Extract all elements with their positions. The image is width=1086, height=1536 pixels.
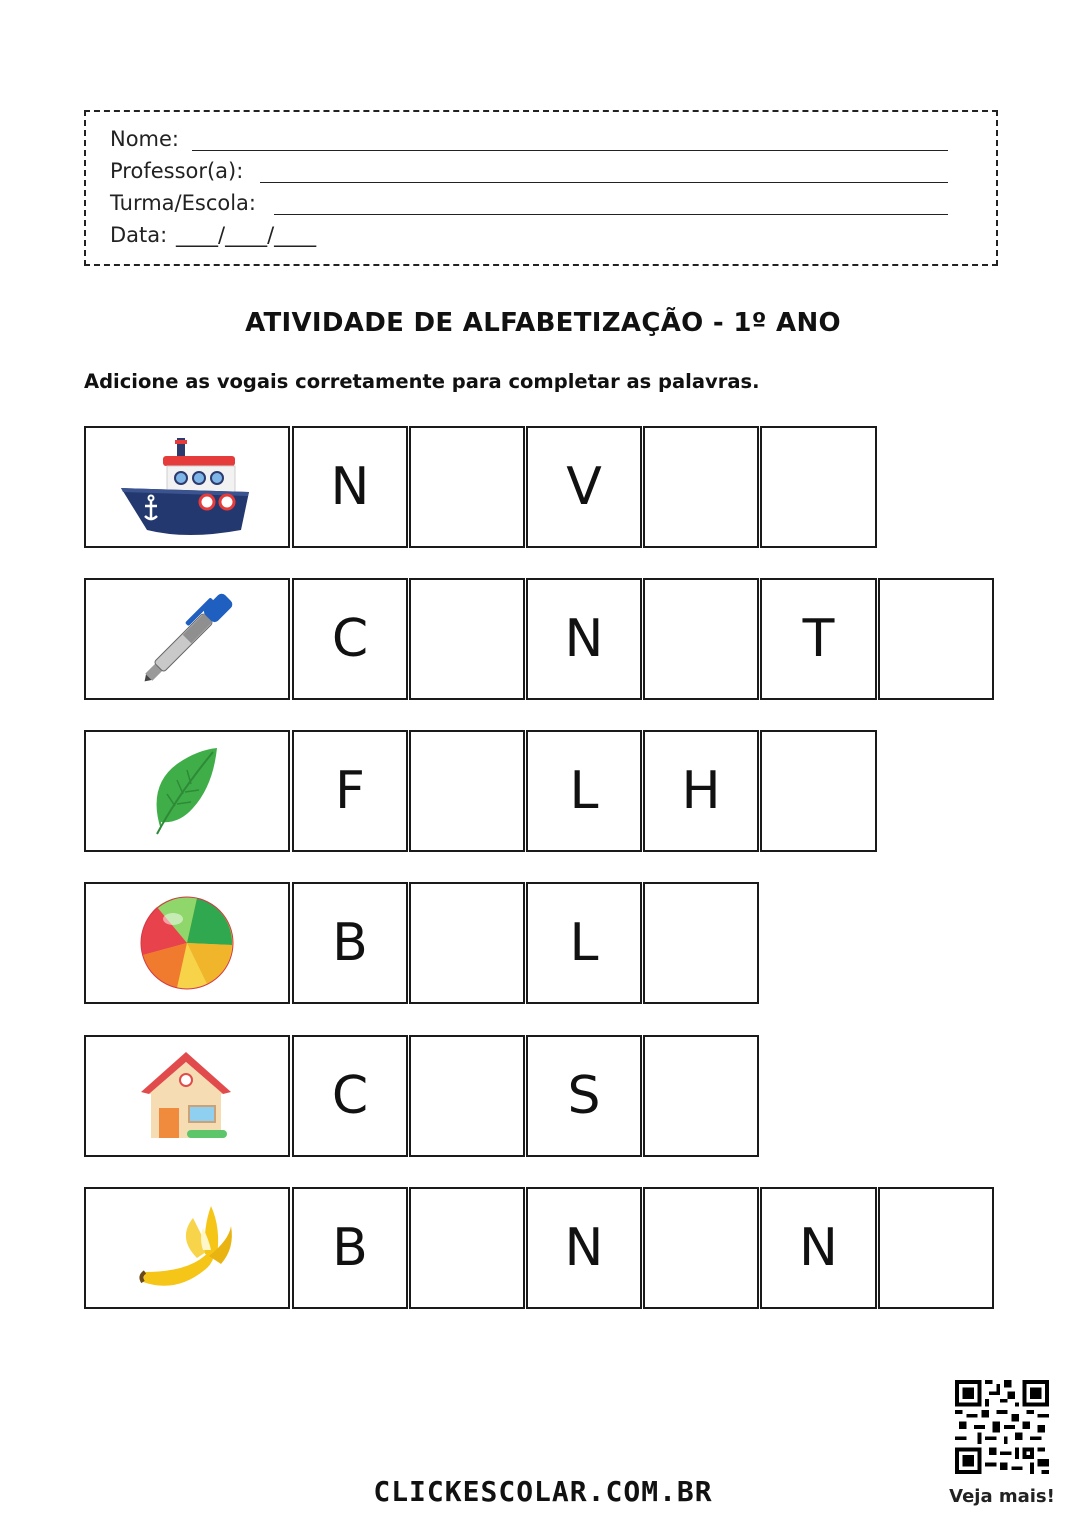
turma-label: Turma/Escola: — [110, 191, 256, 215]
pen-icon — [127, 584, 247, 694]
letter-box[interactable] — [409, 1187, 525, 1309]
instruction-text: Adicione as vogais corretamente para completar as palavras. — [84, 370, 760, 393]
letter-box[interactable] — [643, 578, 759, 700]
letter-box[interactable] — [409, 730, 525, 852]
picture-cell — [84, 1035, 290, 1157]
letter-box[interactable]: N — [526, 578, 642, 700]
letter-box[interactable] — [878, 578, 994, 700]
nome-input-line[interactable] — [192, 150, 948, 151]
letter-box[interactable]: N — [292, 426, 408, 548]
data-blanks[interactable]: ____/____/____ — [176, 223, 317, 247]
house-icon — [137, 1046, 237, 1146]
page-title: ATIVIDADE DE ALFABETIZAÇÃO - 1º ANO — [245, 308, 841, 338]
letter-box[interactable]: N — [760, 1187, 877, 1309]
data-label: Data: — [110, 223, 168, 247]
letter-box[interactable] — [760, 426, 877, 548]
letter-box[interactable]: T — [760, 578, 877, 700]
picture-cell — [84, 1187, 290, 1309]
student-info-box — [84, 110, 998, 266]
banana-icon — [137, 1198, 237, 1298]
letter-box[interactable]: C — [292, 578, 408, 700]
picture-cell — [84, 578, 290, 700]
ball-icon — [137, 893, 237, 993]
letter-box[interactable]: B — [292, 1187, 408, 1309]
letter-box[interactable] — [878, 1187, 994, 1309]
letter-box[interactable] — [643, 882, 759, 1004]
letter-box[interactable] — [760, 730, 877, 852]
letter-box[interactable] — [409, 426, 525, 548]
footer-site-link[interactable]: CLICKESCOLAR.COM.BR — [373, 1475, 713, 1508]
letter-box[interactable]: S — [526, 1035, 642, 1157]
letter-box[interactable]: H — [643, 730, 759, 852]
letter-box[interactable]: L — [526, 730, 642, 852]
professor-label: Professor(a): — [110, 159, 244, 183]
qr-caption: Veja mais! — [949, 1486, 1055, 1507]
turma-input-line[interactable] — [274, 214, 948, 215]
letter-box[interactable] — [643, 1187, 759, 1309]
qr-code-icon[interactable] — [955, 1380, 1049, 1474]
letter-box[interactable]: V — [526, 426, 642, 548]
letter-box[interactable]: N — [526, 1187, 642, 1309]
letter-box[interactable]: F — [292, 730, 408, 852]
letter-box[interactable] — [409, 1035, 525, 1157]
nome-label: Nome: — [110, 127, 180, 151]
letter-box[interactable]: L — [526, 882, 642, 1004]
leaf-icon — [147, 746, 227, 836]
picture-cell — [84, 730, 290, 852]
picture-cell — [84, 426, 290, 548]
boat-icon — [117, 432, 257, 542]
picture-cell — [84, 882, 290, 1004]
letter-box[interactable] — [409, 578, 525, 700]
letter-box[interactable]: B — [292, 882, 408, 1004]
letter-box[interactable] — [409, 882, 525, 1004]
letter-box[interactable] — [643, 426, 759, 548]
professor-input-line[interactable] — [260, 182, 948, 183]
letter-box[interactable] — [643, 1035, 759, 1157]
letter-box[interactable]: C — [292, 1035, 408, 1157]
